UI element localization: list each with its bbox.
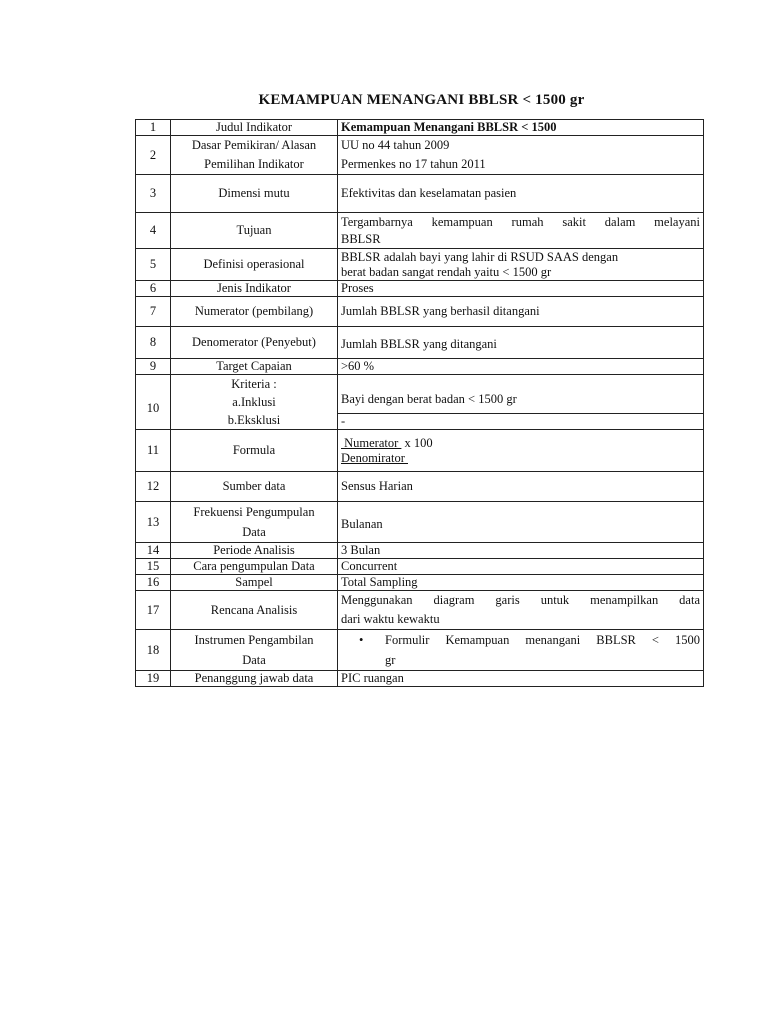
table-row [136, 375, 704, 430]
row-value-line: BBLSR [341, 231, 381, 246]
row-value-line: dari waktu kewaktu [341, 612, 440, 626]
row-number: 12 [136, 472, 171, 502]
bullet-icon: • [359, 633, 364, 647]
row-number: 6 [136, 281, 171, 297]
table-row [136, 430, 704, 472]
row-label: Tujuan [171, 213, 338, 249]
row-label [171, 375, 338, 430]
table-row [136, 249, 704, 281]
row-value-line: Formulir Kemampuan menangani BBLSR < 1500 [385, 633, 700, 647]
row-label: Sampel [171, 575, 338, 591]
row-value-line: gr [385, 653, 396, 667]
row-value [338, 213, 704, 249]
row-value [338, 136, 704, 175]
row-label-line: Instrumen Pengambilan [194, 633, 314, 647]
row-label-line: Dasar Pemikiran/ Alasan [191, 138, 317, 152]
row-label: Formula [171, 430, 338, 472]
row-label-line: Pemilihan Indikator [204, 157, 304, 171]
formula-denominator: Denomirator [341, 450, 408, 465]
document-title: KEMAMPUAN MENANGANI BBLSR < 1500 gr [258, 92, 585, 108]
list-item [341, 630, 700, 670]
row-number: 2 [136, 136, 171, 175]
row-value: Efektivitas dan keselamatan pasien [338, 175, 704, 213]
row-value: >60 % [338, 359, 704, 375]
table-row [136, 591, 704, 630]
table-row [136, 281, 704, 297]
table-row [136, 359, 704, 375]
row-number: 1 [136, 120, 171, 136]
row-number: 8 [136, 327, 171, 359]
row-label: Numerator (pembilang) [171, 297, 338, 327]
table-row [136, 297, 704, 327]
row-number: 18 [136, 630, 171, 671]
table-row [136, 213, 704, 249]
row-value: Bulanan [338, 502, 704, 543]
row-number: 7 [136, 297, 171, 327]
formula-multiplier: x 100 [401, 435, 433, 450]
row-number: 11 [136, 430, 171, 472]
row-label-line: Frekuensi Pengumpulan [193, 505, 315, 519]
formula-numerator-line [341, 436, 700, 451]
row-number: 5 [136, 249, 171, 281]
formula-denominator-line [341, 451, 700, 466]
table-row [136, 671, 704, 687]
table-row [136, 543, 704, 559]
row-value-line: Tergambarnya kemampuan rumah sakit dalam melayani [341, 214, 700, 229]
row-label: Judul Indikator [171, 120, 338, 136]
row-value: Proses [338, 281, 704, 297]
row-value-line: UU no 44 tahun 2009 [341, 138, 450, 152]
indicator-table [135, 119, 704, 687]
row-value-line: Bayi dengan berat badan < 1500 gr [338, 376, 703, 414]
row-number: 15 [136, 559, 171, 575]
row-number: 3 [136, 175, 171, 213]
row-label: Denomerator (Penyebut) [171, 327, 338, 359]
row-value-line: - [341, 413, 346, 428]
row-value: Jumlah BBLSR yang ditangani [338, 327, 704, 359]
table-row [136, 630, 704, 671]
row-value [338, 430, 704, 472]
row-label: Rencana Analisis [171, 591, 338, 630]
row-number: 13 [136, 502, 171, 543]
row-value-line: Permenkes no 17 tahun 2011 [341, 157, 486, 171]
row-value [338, 375, 704, 430]
row-value: Total Sampling [338, 575, 704, 591]
criteria-exclusion: b.Eksklusi [227, 413, 281, 427]
table-row [136, 559, 704, 575]
row-number: 14 [136, 543, 171, 559]
criteria-inclusion: a.Inklusi [232, 395, 276, 409]
criteria-heading: Kriteria : [231, 377, 277, 391]
row-label: Target Capaian [171, 359, 338, 375]
row-value: Sensus Harian [338, 472, 704, 502]
row-label-line: Data [242, 653, 266, 667]
row-number: 10 [136, 375, 171, 430]
row-value-line: berat badan sangat rendah yaitu < 1500 gr [341, 264, 552, 279]
row-label-line: Data [242, 525, 266, 539]
table-row [136, 175, 704, 213]
table-row [136, 502, 704, 543]
row-number: 16 [136, 575, 171, 591]
table-row [136, 472, 704, 502]
row-value: Concurrent [338, 559, 704, 575]
row-value: Kemampuan Menangani BBLSR < 1500 [338, 120, 704, 136]
table-row [136, 327, 704, 359]
row-value: 3 Bulan [338, 543, 704, 559]
row-label: Periode Analisis [171, 543, 338, 559]
table-row [136, 136, 704, 175]
row-label [171, 502, 338, 543]
row-label [171, 630, 338, 671]
row-value: Jumlah BBLSR yang berhasil ditangani [338, 297, 704, 327]
row-value [338, 591, 704, 630]
row-value-line: BBLSR adalah bayi yang lahir di RSUD SAAS dengan [341, 249, 619, 264]
row-label: Definisi operasional [171, 249, 338, 281]
row-label: Dimensi mutu [171, 175, 338, 213]
row-number: 4 [136, 213, 171, 249]
row-value: PIC ruangan [338, 671, 704, 687]
row-label: Cara pengumpulan Data [171, 559, 338, 575]
row-label: Penanggung jawab data [171, 671, 338, 687]
row-label: Jenis Indikator [171, 281, 338, 297]
row-label [171, 136, 338, 175]
table-row [136, 120, 704, 136]
row-number: 17 [136, 591, 171, 630]
row-number: 19 [136, 671, 171, 687]
row-value [338, 630, 704, 671]
formula-numerator: Numerator [341, 435, 402, 450]
row-number: 9 [136, 359, 171, 375]
row-value-line: Menggunakan diagram garis untuk menampilkan data [341, 593, 700, 607]
table-row [136, 575, 704, 591]
row-value [338, 249, 704, 281]
row-label: Sumber data [171, 472, 338, 502]
